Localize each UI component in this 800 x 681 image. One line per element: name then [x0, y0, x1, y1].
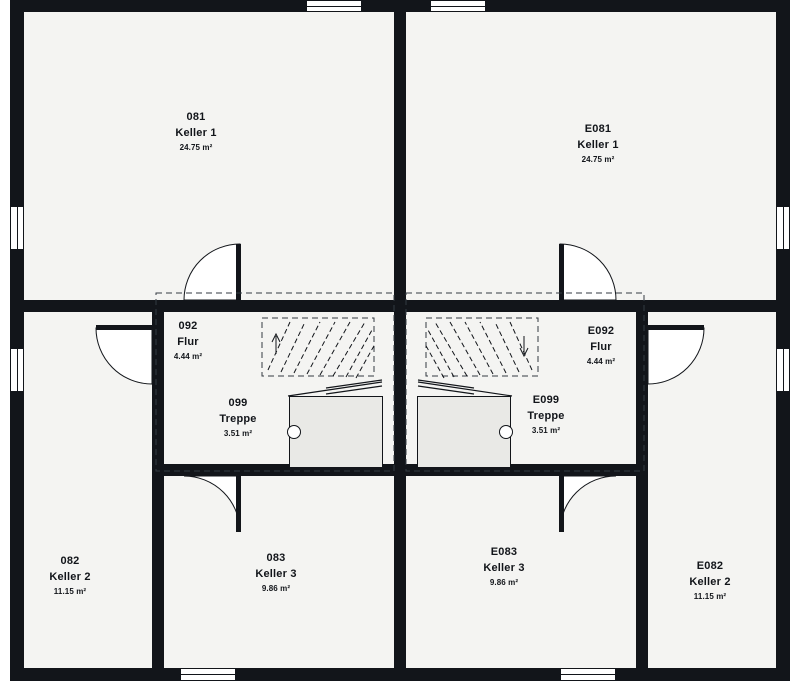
room-label-E092 — [551, 324, 651, 367]
room-area: 11.15 m² — [693, 591, 727, 601]
room-area: 9.86 m² — [261, 583, 291, 593]
room-name: Flur — [590, 340, 612, 353]
room-fill-E082 — [648, 312, 776, 670]
stair-left-newel — [287, 425, 301, 439]
room-number: E082 — [696, 560, 724, 572]
window-bottom-right — [560, 668, 616, 681]
interior-wall-right-upper-horizontal — [406, 300, 776, 312]
room-number: 092 — [178, 320, 198, 332]
room-label-099 — [188, 396, 288, 439]
room-label-E082 — [660, 559, 760, 602]
room-label-083 — [226, 551, 326, 594]
room-label-081 — [146, 110, 246, 153]
room-label-E083 — [454, 545, 554, 588]
room-name: Keller 1 — [175, 126, 217, 139]
window-top-left — [306, 0, 362, 12]
room-label-E099 — [496, 393, 596, 436]
room-fill-082 — [24, 312, 152, 670]
interior-wall-left-upper-horizontal — [24, 300, 394, 312]
room-name: Keller 3 — [483, 561, 525, 574]
interior-wall-left-vertical-hall — [152, 312, 164, 670]
party-wall-center — [394, 0, 406, 681]
stair-left-body — [289, 396, 383, 468]
room-name: Treppe — [219, 412, 257, 425]
window-right-lower — [776, 348, 790, 392]
room-area: 9.86 m² — [489, 577, 519, 587]
room-area: 24.75 m² — [581, 154, 615, 164]
room-number: 081 — [186, 111, 206, 123]
room-label-082 — [20, 554, 120, 597]
room-fill-081 — [24, 10, 394, 300]
window-top-right — [430, 0, 486, 12]
room-number: E081 — [584, 123, 612, 135]
room-area: 4.44 m² — [586, 356, 616, 366]
window-left-lower — [10, 348, 24, 392]
room-label-E081 — [548, 122, 648, 165]
room-area: 24.75 m² — [179, 142, 213, 152]
room-number: E083 — [490, 546, 518, 558]
room-name: Keller 2 — [689, 575, 731, 588]
window-left-upper — [10, 206, 24, 250]
room-number: E092 — [587, 325, 615, 337]
room-area: 11.15 m² — [53, 586, 87, 596]
room-name: Treppe — [527, 409, 565, 422]
room-label-092 — [138, 319, 238, 362]
room-area: 3.51 m² — [223, 428, 253, 438]
room-name: Keller 1 — [577, 138, 619, 151]
room-name: Keller 3 — [255, 567, 297, 580]
room-number: 082 — [60, 555, 80, 567]
room-area: 4.44 m² — [173, 351, 203, 361]
window-right-upper — [776, 206, 790, 250]
room-area: 3.51 m² — [531, 425, 561, 435]
room-name: Keller 2 — [49, 570, 91, 583]
exterior-wall-right — [776, 0, 790, 681]
room-number: E099 — [532, 394, 560, 406]
window-bottom-left — [180, 668, 236, 681]
room-number: 099 — [228, 397, 248, 409]
room-number: 083 — [266, 552, 286, 564]
room-name: Flur — [177, 335, 199, 348]
